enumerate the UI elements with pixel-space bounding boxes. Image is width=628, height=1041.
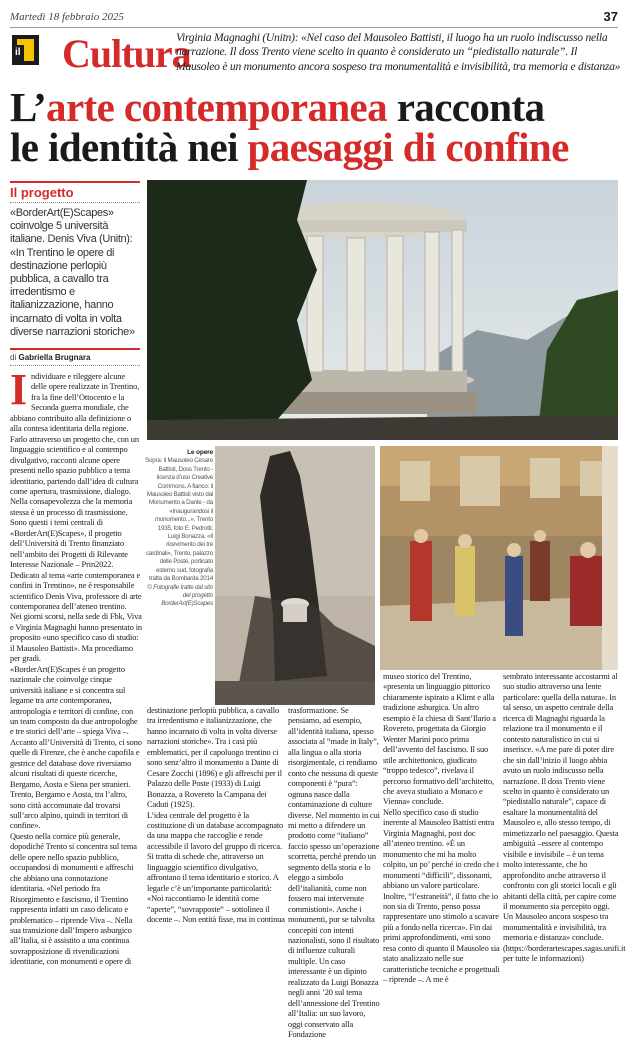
- header-quote: Virginia Magnaghi (Unitn): «Nel caso del Mausoleo Battisti, il luogo ha un ruolo indiscusso nella narrazione. Il doss Trento viene scelto in quanto è considerato un “piedistallo naturale”. Il Mausoleo è un monumento ancora sospeso tra monumentalità e invisibilità, tra memoria e distanza»: [176, 31, 621, 73]
- article-column-4: [383, 672, 501, 986]
- headline-text: L’: [10, 84, 47, 130]
- article-column-5: [503, 672, 626, 965]
- caption-credit: © Fotografie tratte dal sito del progetto BorderArt(E)Scapes: [147, 583, 213, 608]
- article-paragraph: L’idea centrale del progetto è la costituzione di un database accompagnato da una mappa che raccoglie e rende accessibile il lavoro del gruppo di ricerca. Si tratta di schede che, attraverso un linguaggio scientifico divulgativo, affrontano il tema identitario e storico. A legarle c’è un’importante particolarità: «Noi raccontiamo le identità come “aperte”, “sovrapposte” – sottolinea il docente –. Non entità fisse, ma in continua: [147, 810, 285, 925]
- article-paragraph: museo storico del Trentino, «presenta un linguaggio pittorico chiaramente ispirato a Klimt e alla tradizione asburgica. Un altro esempio è la chiesa di Sant’Ilario a Rovereto, progettata da Giorgio Wenter Marini poco prima dell’avvento del fascismo. Il suo stile architettonico, giudicato “troppo tedesco”, rivelava il percorso formativo dell’architetto, che aveva studiato a Monaco e Vienna» conclude.: [383, 672, 496, 807]
- headline-highlight: paesaggi di confine: [247, 124, 569, 170]
- article-paragraph: trasformazione. Se pensiamo, ad esempio, all’identità italiana, spesso associata al “made in Italy”, alla lingua o alla storia risorgimentale, ci rendiamo conto che nessuna di queste componenti è “pura”: ognuna nasce dalla contaminazione di culture diverse. Nel momento in cui mi metto a difendere un prodotto come “italiano” faccio spesso un’operazione scorretta, perché prendo un segmento della storia e lo eleggo a simbolo dell’italianità, come non fossero mai intervenute commistioni». Anche i monumenti, pur se talvolta concepiti con intenti nazionalisti, sono il risultato di influenze culturali multiple. Un caso interessante è un dipinto realizzato da Luigi Bonazza negli anni ’20 sul tema dell’annessione del Trentino all’Italia: un suo lavoro, oggi conservato alla Fondazione: [288, 706, 380, 1040]
- sidebar-box-title: Il progetto: [10, 185, 74, 200]
- caption-title: Le opere: [187, 449, 213, 456]
- header-divider: [10, 27, 618, 28]
- byline-author: Gabriella Brugnara: [18, 353, 91, 362]
- article-paragraph: ndividuare e rileggere alcune delle opere realizzate in Trentino, fra la fine dell’Ottocento e la Seconda guerra mondiale, che abbiano contribuito alla definizione o alla contesa identitaria della regione. Farlo attraverso un progetto che, con un linguaggio scientifico e al contempo divulgativo, racconti alcune opere presenti nello spazio pubblico a tema identitario, partendo dall’idea di cultura come apertura, trasmissione, dialogo. Nella consapevolezza che la memoria stessa è un processo di trasmissione.: [10, 372, 140, 517]
- headline: [10, 84, 569, 170]
- section-title: Cultura: [62, 31, 191, 76]
- sidebar-box-text: «BorderArt(E)Scapes» coinvolge 5 università italiane. Denis Viva (Unitn): «In Trentino le opere di destinazione perlopiù pubblica, a cavallo tra irredentismo e italianizzazione, hanno incarnato di volta in volta diverse narrazioni storiche»: [10, 207, 135, 338]
- byline-prefix: di: [10, 353, 17, 362]
- article-paragraph: Nei giorni scorsi, nella sede di Fbk, Viva e Virginia Magnaghi hanno presentato in proposito «uno specifico caso di studio: il Mausoleo Battisti». Ma procediamo per gradi.: [10, 612, 142, 664]
- mausoleum-photo: [147, 180, 618, 440]
- box-divider: [10, 181, 140, 183]
- drop-cap: I: [10, 365, 28, 414]
- article-paragraph: destinazione perlopiù pubblica, a cavallo tra irredentismo e italianizzazione, che hanno incarnato di volta in volta diverse narrazioni storiche». Tra i casi più emblematici, per il capoluogo trentino ci sono senz’altro il monumento a Dante di Cesare Zocchi (1896) e gli affreschi per il Palazzo delle Poste (1933) di Luigi Bonazza, a Rovereto la Campana dei Caduti (1925).: [147, 706, 282, 810]
- headline-text: racconta: [387, 84, 545, 130]
- article-paragraph: Sono questi i temi centrali di «BorderArt(E)Scapes», il progetto dell’Università di Trento finanziato nell’ambito dei Progetti di Rilevante Interesse Nazionale – Prin2022. Dedicato al tema «arte contemporanea e confini in Trentino», ne è responsabile scientifico Denis Viva, professore di arte contemporanea dell’ateneo trentino.: [10, 518, 142, 611]
- article-paragraph: Questo nella cornice più generale, dopodiché Trento si concentra sul tema delle opere nello spazio pubblico, occupandosi di monumenti e affreschi che abbiano una connotazione identitaria. «Nel periodo fra Risorgimento e fascismo, il Trentino rappresenta infatti un caso delicato e problematico – riprende Viva –. Nella sua transizione dall’Impero asburgico all’Italia, si è assistito a una continua sovrapposizione di rivendicazioni identitarie, con monumenti e opere di: [10, 831, 137, 967]
- dante-monument-photo: [215, 446, 375, 705]
- bonazza-fresco-photo: [380, 446, 618, 670]
- issue-date: Martedì 18 febbraio 2025: [10, 11, 124, 23]
- byline-divider: [10, 348, 140, 350]
- article-column-3: [288, 706, 380, 1041]
- byline: [10, 353, 91, 362]
- article-paragraph: «BorderArt(E)Scapes è un progetto nazionale che coinvolge cinque università italiane e si concentra sul legame tra arte contemporanea, antropologia e territori di confine, con un team composto da due antropologhe e tre storici dell’arte – spiega Viva –. Accanto all’Università di Trento, ci sono quelle di Firenze, che è anche capofila e gestrice del database dove riversiamo alcuni risultati di queste ricerche, Bergamo, Aosta e Siena per stranieri. Trento, Bergamo e Aosta, tra l’altro, sono città accomunate dal trovarsi sull’arco alpino, quindi in territori di confine».: [10, 664, 142, 831]
- article-column-1: [10, 365, 142, 968]
- byline-dotted-divider: [10, 365, 140, 366]
- photo-caption: [145, 449, 213, 609]
- article-paragraph: Nello specifico caso di studio inerente al Mausoleo Battisti entra Virginia Magnaghi, post doc all’ateneo trentino. «È un monumento che mi ha molto colpito, un po’ perché io credo che i monumenti “difficili”, dissonanti, abbiano un valore particolare. Inoltre, “l’estraneità”, il fatto che io non sia di Trento, penso possa rappresentare uno stimolo a scavare più a fondo nella ricerca». Fin dai primi approfondimenti, «mi sono resa conto di quanto il Mausoleo sia stato analizzato nelle sue caratteristiche tecniche e progettuali – riprende –. A me è: [383, 807, 500, 985]
- newspaper-logo: il: [12, 35, 39, 65]
- headline-text: le identità nei: [10, 124, 248, 170]
- article-column-2: [147, 706, 285, 926]
- box-dotted-divider: [10, 202, 140, 203]
- caption-text: Sopra: il Mausoleo Cesare Battisti, Doss Trento - licenza d’uso Creative Commons. A fianco: il Mausoleo Battisti visto dal Monumento a Dante - da «Inaugurandosi il monumento...», Trento 1935, foto E. Pedrotti; Luigi Bonazza, «Il ricevimento dei tre cardinali», Trento, palazzo delle Poste, porticato esterno sud, fotografia tratta da Bombarda 2014: [145, 457, 213, 583]
- headline-highlight: arte contemporanea: [46, 84, 388, 130]
- article-paragraph: sembrato interessante accostarmi al suo studio attraverso una lente particolare: quella della natura». In tal senso, un aspetto centrale della ricerca di Magnaghi riguarda la relazione tra il monumento e il contesto naturalistico in cui si inserisce. «A me pare di poter dire che sin dall’inizio il luogo abbia avuto un ruolo indiscusso nella narrazione. Il doss Trento viene scelto in quanto è considerato un “piedistallo naturale”, capace di esaltare la monumentalità del Mausoleo e, allo stesso tempo, di mimetizzarlo nel paesaggio. Questa ambiguità –essere al contempo visibile e invisibile – è un tema molto interessante, che ho approfondito anche attraverso il confronto con gli storici locali e gli abitanti della città, per capire come il monumento sia percepito oggi. Un Mausoleo ancora sospeso tra monumentalità e invisibilità, tra memoria e distanza» conclude. (https://borderartescapes.sagas.unifi.it per tutte le informazioni): [503, 672, 626, 964]
- page-number: 37: [603, 9, 618, 24]
